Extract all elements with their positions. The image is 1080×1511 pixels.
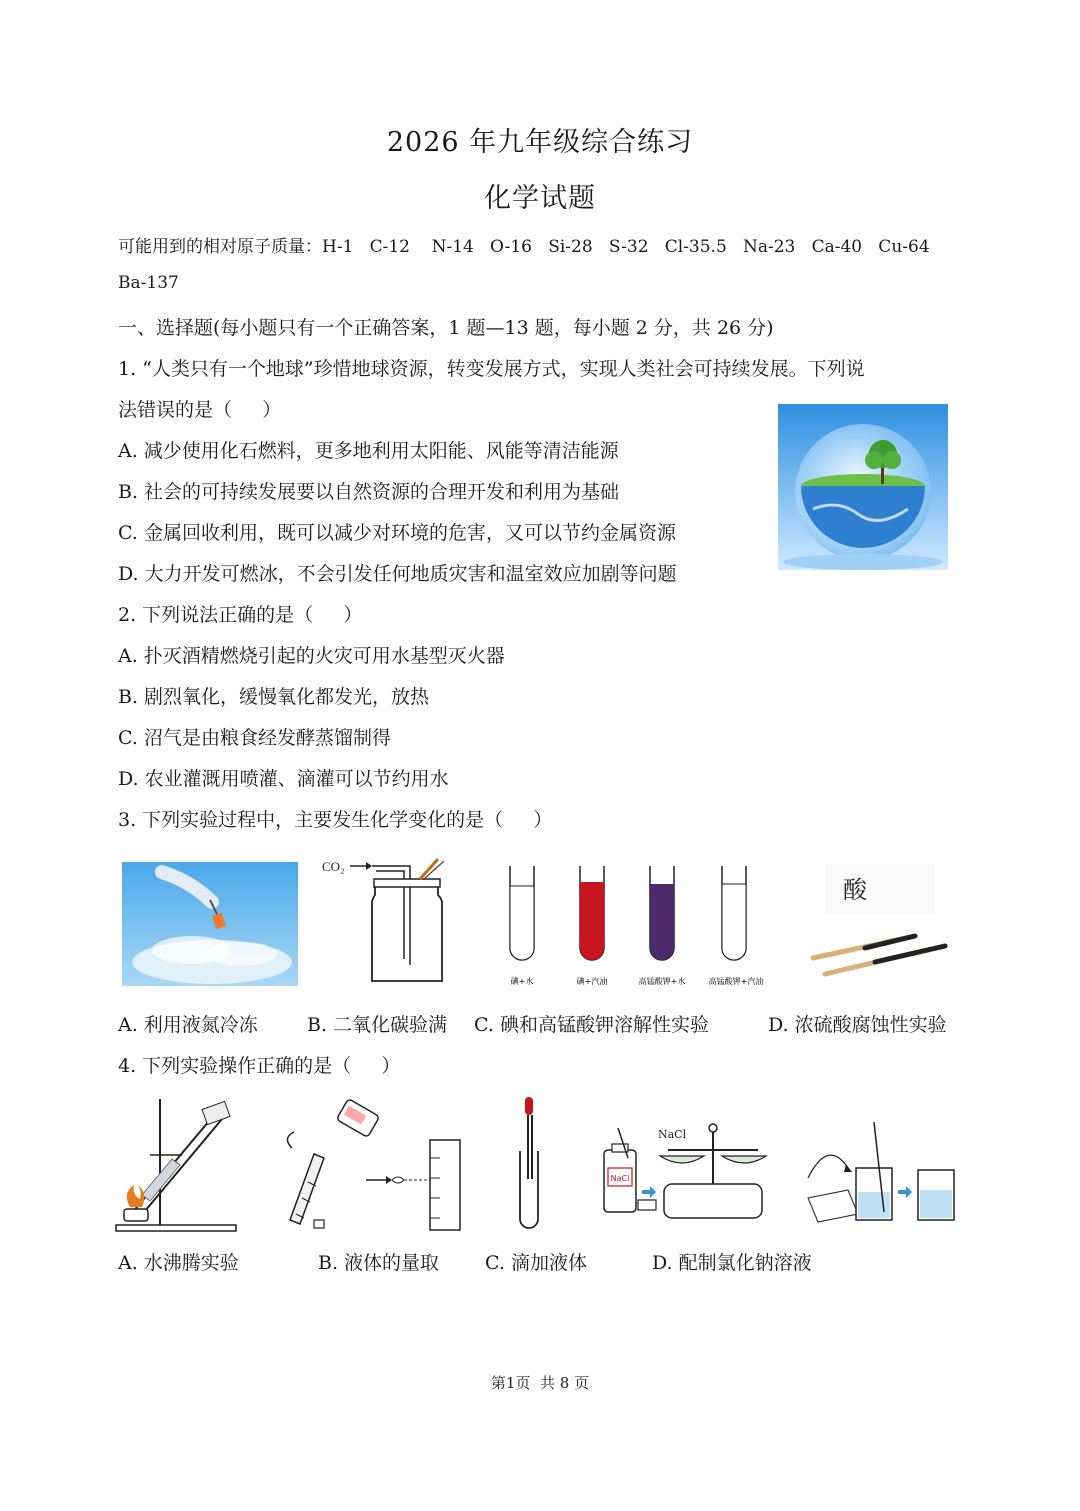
q1-option-c: C. 金属回收利用，既可以减少对环境的危害，又可以节约金属资源	[118, 522, 676, 544]
exam-subtitle: 化学试题	[484, 183, 596, 214]
q1-stem-line1: 1. “人类只有一个地球”珍惜地球资源，转变发展方式，实现人类社会可持续发展。下列说	[118, 358, 865, 380]
atomic-mass-values: H-1 C-12 N-14 O-16 Si-28 S-32 Cl-35.5 Na-23 Ca-40 Cu-64	[322, 237, 930, 257]
q4-fig-measuring	[280, 1098, 466, 1232]
test-tube-2	[580, 866, 604, 960]
test-tube-1	[510, 866, 534, 960]
section-heading: 一、选择题(每小题只有一个正确答案，1 题—13 题，每小题 2 分，共 26 分)	[118, 317, 774, 339]
q4-caption-a: A. 水沸腾实验	[118, 1252, 239, 1274]
acid-label: 酸	[843, 876, 867, 904]
page-number: 第1页 共 8 页	[490, 1374, 590, 1392]
q3-caption-a: A. 利用液氮冷冻	[118, 1014, 258, 1036]
q1-option-d: D. 大力开发可燃冰，不会引发任何地质灾害和温室效应加剧等问题	[118, 563, 677, 585]
q3-fig-acid-corrosion	[805, 862, 955, 986]
q4-fig-nacl-solution	[598, 1118, 960, 1228]
q2-option-a: A. 扑灭酒精燃烧引起的火灾可用水基型灭火器	[118, 645, 505, 667]
q3-caption-c: C. 碘和高锰酸钾溶解性实验	[474, 1014, 709, 1036]
test-tube-4	[722, 866, 746, 960]
q2-option-b: B. 剧烈氧化，缓慢氧化都发光，放热	[118, 686, 430, 708]
q3-caption-b: B. 二氧化碳验满	[307, 1014, 448, 1036]
q2-option-d: D. 农业灌溉用喷灌、滴灌可以节约用水	[118, 768, 449, 790]
q4-caption-b: B. 液体的量取	[318, 1252, 440, 1274]
atomic-mass-line	[118, 232, 930, 257]
atomic-mass-label: 可能用到的相对原子质量：	[118, 237, 322, 257]
exam-title: 2026 年九年级综合练习	[386, 127, 694, 158]
atomic-mass-line-2: Ba-137	[118, 273, 179, 293]
q4-fig-boiling	[112, 1095, 237, 1235]
earth-globe-image	[778, 404, 948, 570]
q4-caption-c: C. 滴加液体	[485, 1252, 587, 1274]
q4-stem: 4. 下列实验操作正确的是（ ）	[118, 1055, 401, 1077]
q3-fig-test-tubes	[500, 862, 776, 988]
tube-label-3: 高锰酸钾+水	[638, 977, 686, 986]
tube-label-1: 碘+水	[510, 977, 534, 986]
q2-stem: 2. 下列说法正确的是（ ）	[118, 604, 363, 626]
tube-label-2: 碘+汽油	[576, 977, 608, 986]
q1-option-a: A. 减少使用化石燃料，更多地利用太阳能、风能等清洁能源	[118, 440, 619, 462]
q1-option-b: B. 社会的可持续发展要以自然资源的合理开发和利用为基础	[118, 481, 620, 503]
q3-caption-d: D. 浓硫酸腐蚀性实验	[768, 1014, 947, 1036]
tube-label-4: 高锰酸钾+汽油	[708, 977, 764, 986]
nacl-bottle-label: NaCl	[610, 1174, 630, 1183]
co2-label: CO₂	[322, 859, 345, 874]
q1-stem-line2: 法错误的是（ ）	[118, 399, 282, 421]
q3-fig-liquid-nitrogen	[122, 862, 298, 986]
q2-option-c: C. 沼气是由粮食经发酵蒸馏制得	[118, 727, 391, 749]
q3-stem: 3. 下列实验过程中，主要发生化学变化的是（ ）	[118, 809, 553, 831]
q4-fig-dropper	[508, 1095, 548, 1235]
q4-caption-d: D. 配制氯化钠溶液	[652, 1252, 812, 1274]
nacl-label: NaCl	[658, 1128, 687, 1141]
test-tube-3	[650, 866, 674, 960]
q3-fig-co2-bottle	[320, 855, 450, 987]
